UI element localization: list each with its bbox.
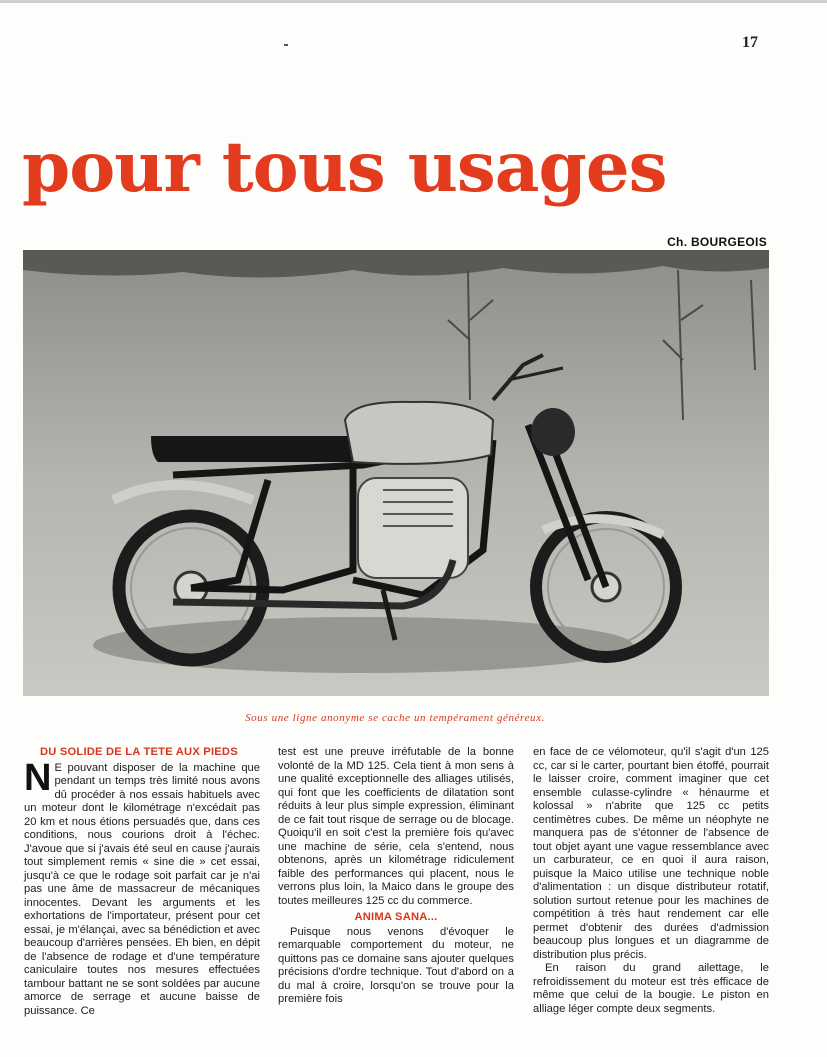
page-number: 17 [742, 34, 758, 51]
body-text: Puisque nous venons d'évoquer le remarquable comportement du moteur, ne quittons pas ce domaine sans ajouter quelques précisions d'ordre technique. Tout d'abord on a du mal à croire, lorsqu'on se trouve pour la première fois [278, 925, 514, 1005]
author-byline: Ch. BOURGEOIS [667, 235, 767, 249]
body-text: E pouvant disposer de la machine que pendant un temps très limité nous avons dû procéder à nos essais habituels avec un moteur dont le kilométrage n'excédait pas 20 km et nous étions persuadés que, dans ces conditions, nous courions droit à l'échec. J'avoue que si j'avais été seul en cause j'aurais tout simplement remis « sine die » cet essai, jusqu'à ce que le rodage soit parfait car je n'ai pas une âme de massacreur de mécaniques innocentes. Devant les arguments et les exhortations de l'importateur, présent pour cet essai, je m'élançai, avec sa bénédiction et avec beaucoup d'arrières pensées. Eh bien, en dépit de l'absence de rodage et d'une température caniculaire toutes nos mesures effectuées tambour battant ne se sont soldées par aucune amorce de serrage et aucune baisse de puissance. Ce [24, 761, 260, 1017]
motorcycle-photo [23, 250, 769, 696]
article-column-1 [24, 746, 260, 1018]
section-heading: DU SOLIDE DE LA TETE AUX PIEDS [40, 746, 238, 758]
article-headline: pour tous usages [22, 127, 667, 208]
body-text: en face de ce vélomoteur, qu'il s'agit d'un 125 cc, car si le carter, pourtant bien étoffé, pourrait le laisser croire, comment imaginer que cet ensemble culasse-cylindre « hénaurme et kolossal » n'abrite que 125 cc petits centimètres cubes. De même un néophyte ne manquera pas de s'étonner de l'absence de tout objet ayant une vague ressemblance avec un carburateur, ce en quoi il aura raison, puisque la Maico utilise une technique noble d'alimentation : un disque distributeur rotatif, solution surtout retenue pour les machines de compétition à très haut rendement car elle permet d'obtenir des durées d'admission beaucoup plus longues et un diagramme de distribution plus précis. [533, 746, 769, 961]
article-column-2 [278, 746, 514, 1007]
article-column-3 [533, 746, 769, 1016]
top-border [0, 0, 827, 3]
photo-caption: Sous une ligne anonyme se cache un tempérament généreux. [245, 712, 545, 724]
body-text: test est une preuve irréfutable de la bonne volonté de la MD 125. Cela tient à mon sens à une qualité exceptionnelle des alliages utilisés, qui font que les coefficients de dilatation sont réduits à leur plus simple expression, éliminant de ce fait tout risque de serrage ou de blocage. Quoiqu'il en soit c'est la première fois qu'avec une machine de série, cela s'entend, nous obtenons, après un kilométrage ridiculement faible des performances qui placent, nous le verrons plus loin, la Maico dans le groupe des toutes meilleures 125 cc du commerce. [278, 746, 514, 907]
section-heading: ANIMA SANA... [354, 911, 438, 923]
drop-cap: N [24, 756, 52, 799]
print-mark [284, 44, 288, 46]
body-text: En raison du grand ailettage, le refroidissement du moteur est très efficace de même que celui de la bougie. Le piston en alliage léger compte deux segments. [533, 962, 769, 1015]
